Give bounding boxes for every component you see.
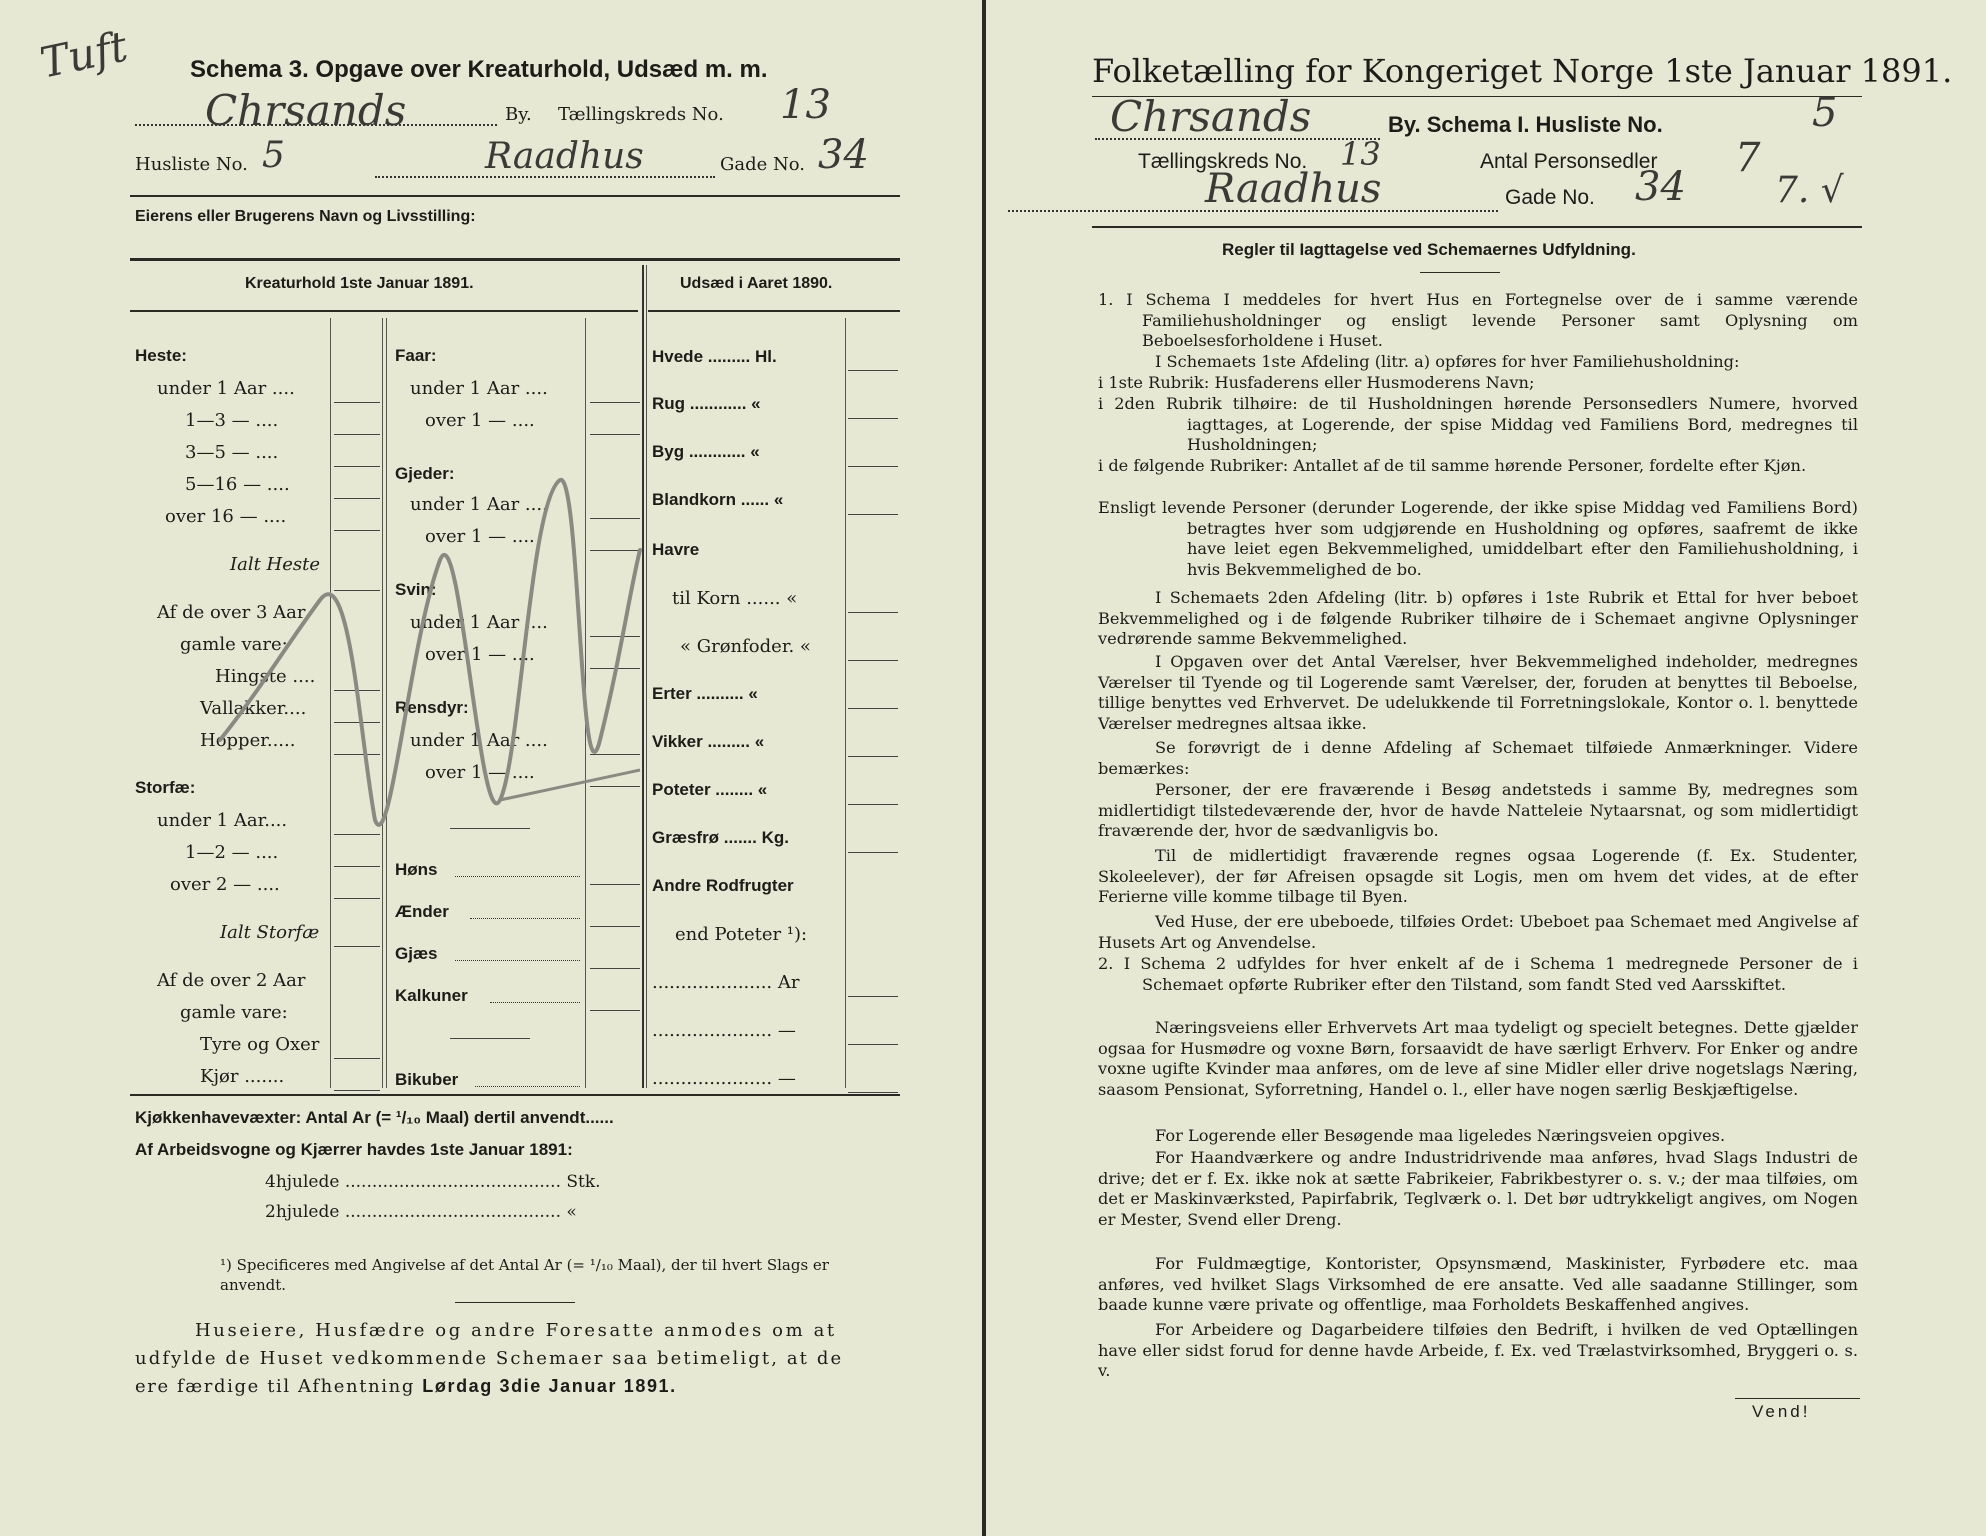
blank-line bbox=[848, 466, 898, 467]
ender-dots bbox=[470, 918, 580, 919]
gjeder-heading: Gjeder: bbox=[395, 464, 455, 483]
rule-para-1: 1. I Schema I meddeles for hvert Hus en Fortegnelse over de i samme værende Familiehusholdninger og ensligt levende Personer samt Oplysning om Beboelsesforholdene i Huset. bbox=[1098, 290, 1858, 351]
blank-line bbox=[848, 514, 898, 515]
notice-line1: Huseiere, Husfædre og andre Foresatte anmodes om at bbox=[195, 1320, 837, 1341]
rensdyr-row-1: over 1 — .... bbox=[425, 762, 535, 783]
udsaed-header: Udsæd i Aaret 1890. bbox=[680, 275, 833, 292]
rules-top-rule bbox=[1092, 226, 1862, 228]
storfae-row-2: over 2 — .... bbox=[170, 874, 280, 895]
rule-para-15: For Logerende eller Besøgende maa ligeledes Næringsveien opgives. bbox=[1155, 1126, 1726, 1145]
vend: Vend! bbox=[1752, 1402, 1811, 1421]
taellingskreds-value: 13 bbox=[780, 82, 831, 128]
blank-line bbox=[590, 926, 640, 927]
owner-label: Eierens eller Brugerens Navn og Livsstilling: bbox=[135, 208, 476, 225]
blank-line bbox=[334, 898, 380, 899]
blank-line bbox=[848, 418, 898, 419]
footnote-line1: ¹) Specificeres med Angivelse af det Antal Ar (= ¹/₁₀ Maal), der til hvert Slags er bbox=[220, 1256, 829, 1274]
af-over-2-line2: gamle vare: bbox=[180, 1002, 288, 1023]
rule-para-13: 2. I Schema 2 udfyldes for hver enkelt af de i Schema 1 medregnede Personer de i Schemaet opførte Rubriker efter den Tilstand, som fandt Sted ved Aarsskiftet. bbox=[1098, 954, 1858, 994]
vallakker: Vallakker.... bbox=[200, 698, 307, 719]
blank-line bbox=[848, 852, 898, 853]
gjaes-dots bbox=[455, 960, 580, 961]
rule-header-right bbox=[648, 310, 900, 312]
hons-dots bbox=[455, 876, 580, 877]
blank-line bbox=[848, 660, 898, 661]
blank-line bbox=[334, 1058, 380, 1059]
af-over-3-line2: gamle vare: bbox=[180, 634, 288, 655]
poteter: Poteter ........ « bbox=[652, 780, 768, 799]
af-over-2-line1: Af de over 2 Aar bbox=[157, 970, 306, 991]
heste-row-2: 3—5 — .... bbox=[185, 442, 279, 463]
kalkuner-dots bbox=[490, 1002, 580, 1003]
heste-row-3: 5—16 — .... bbox=[185, 474, 290, 495]
rule-para-7: I Schemaets 2den Afdeling (litr. b) opføres i 1ste Rubrik et Ettal for hver beboet Bekvemmelighed og i de følgende Rubriker tilhøire de i Schemaet angivne Oplysninger vedrørende samme Bekvemmelighed. bbox=[1098, 588, 1858, 649]
notice-line3: ere færdige til Afhentning Lørdag 3die Januar 1891. bbox=[135, 1376, 677, 1397]
blank-line bbox=[848, 1044, 898, 1045]
ialt-heste: Ialt Heste bbox=[230, 554, 321, 575]
husliste-value: 5 bbox=[262, 135, 285, 176]
blandkorn: Blandkorn ...... « bbox=[652, 490, 784, 509]
ender: Ænder bbox=[395, 902, 449, 921]
blank-line bbox=[450, 1038, 530, 1039]
husliste-value-right: 5 bbox=[1812, 90, 1838, 136]
notice-line2: udfylde de Huset vedkommende Schemaer saa betimeligt, at de bbox=[135, 1348, 844, 1369]
rug: Rug ............ « bbox=[652, 394, 761, 413]
city-handwritten: Chrsands bbox=[205, 86, 407, 135]
rule-para-10: Personer, der ere fraværende i Besøg andetsteds i samme By, medregnes som midlertidigt tilstedeværende der, hvor de havde Natteleie Nytaarsnat, og som midlertidigt fraværende der, hvor de sædvanligvis bo. bbox=[1098, 780, 1858, 841]
rule-para-14: Næringsveiens eller Erhvervets Art maa tydeligt og specielt betegnes. Dette gjælder ogsaa for Husmødre og voxne Børn, forsaavidt de have særligt Erhverv. For Enker og andre voxne ugifte Kvinder maa anføres, om de leve af sine Midler eller drive nogetslags Næring, saasom Pensionat, Syforretning, Handel o. l., eller have nogen særlig Beskjæftigelse. bbox=[1098, 1018, 1858, 1100]
heste-heading: Heste: bbox=[135, 346, 187, 365]
schema-3-title: Schema 3. Opgave over Kreaturhold, Udsæd m. m. bbox=[190, 56, 768, 83]
footnote-line2: anvendt. bbox=[220, 1276, 287, 1294]
taellingskreds-label: Tællingskreds No. bbox=[558, 104, 724, 125]
gjeder-row-0: under 1 Aar .... bbox=[410, 494, 548, 515]
rule-para-5: i de følgende Rubriker: Antallet af de til samme hørende Personer, fordelte efter Kjøn. bbox=[1098, 456, 1807, 475]
blank-line bbox=[334, 1090, 380, 1091]
blank-line bbox=[848, 804, 898, 805]
rule-para-17: For Fuldmægtige, Kontorister, Opsynsmænd, Maskinister, Fyrbødere etc. maa anføres, ved hvilket Slags Virksomhed de ere ansatte. Ved alle saadanne Stillinger, som baade kunne være private og offentlige, maa Forholdets Beskaffenhed angives. bbox=[1098, 1254, 1858, 1315]
footnote-rule bbox=[455, 1302, 575, 1303]
rule-para-18: For Arbeidere og Dagarbeidere tilføies den Bedrift, i hvilken de ved Optællingen have eller sidst forud for denne havde Arbeide, f. Ex. ved Trælastvirksomhed, Bryggeri o. s. v. bbox=[1098, 1320, 1858, 1381]
kreaturhold-header: Kreaturhold 1ste Januar 1891. bbox=[245, 275, 474, 292]
rule-para-8: I Opgaven over det Antal Værelser, hver Bekvemmelighed indeholder, medregnes Værelser til Tyende og til Logerende samt Værelser, der, foruden at benyttes til Beboelse, tillige benyttes ved Erhvervet. De udelukkende til Forretningslokale, Kontor o. l. benyttede Værelser medregnes altsaa ikke. bbox=[1098, 652, 1858, 734]
blank-line bbox=[334, 402, 380, 403]
dash-line-2: ..................... — bbox=[652, 1068, 796, 1089]
bikuber-dots bbox=[475, 1086, 580, 1087]
blank-line bbox=[334, 946, 380, 947]
street-handwritten: Raadhus bbox=[485, 136, 644, 177]
byg: Byg ............ « bbox=[652, 442, 760, 461]
rensdyr-row-0: under 1 Aar .... bbox=[410, 730, 548, 751]
pencil-cross-out-scribble bbox=[200, 440, 660, 860]
margin-note: Tuft bbox=[35, 21, 132, 88]
blank-line bbox=[590, 402, 640, 403]
rule-para-4: i 2den Rubrik tilhøire: de til Husholdningen hørende Personsedlers Numere, hvorved iagttages, at Logerende, der spise Middag ved Familiens Bord, medregnes til Husholdningen; bbox=[1098, 394, 1858, 455]
faar-row-1: over 1 — .... bbox=[425, 410, 535, 431]
blank-line bbox=[334, 866, 380, 867]
hons: Høns bbox=[395, 860, 438, 879]
blank-line bbox=[848, 1092, 898, 1093]
husliste-label: Husliste No. bbox=[135, 154, 248, 175]
tyre-og-oxer: Tyre og Oxer bbox=[200, 1034, 320, 1055]
taellingskreds-label-right: Tællingskreds No. bbox=[1138, 150, 1308, 173]
til-korn: til Korn ...... « bbox=[672, 588, 798, 609]
rensdyr-heading: Rensdyr: bbox=[395, 698, 469, 717]
blank-line bbox=[848, 612, 898, 613]
rule-para-6: Ensligt levende Personer (derunder Logerende, der ikke spise Middag ved Familiens Bord) betragtes hver som udgjørende en Husholdning og opføres, saafremt de ikke have leiet egen Bekvemmelighed, umiddelbart efter den Familiehusholdning, i hvis Bekvemmelighed de bo. bbox=[1098, 498, 1858, 580]
faar-row-0: under 1 Aar .... bbox=[410, 378, 548, 399]
storfae-row-1: 1—2 — .... bbox=[185, 842, 279, 863]
rules-title: Regler til Iagttagelse ved Schemaernes Udfyldning. bbox=[1222, 240, 1636, 259]
gade-value-right: 34 bbox=[1635, 164, 1686, 210]
rule-table-top bbox=[130, 258, 900, 261]
vikker: Vikker ......... « bbox=[652, 732, 765, 751]
rule-para-12: Ved Huse, der ere ubeboede, tilføies Ordet: Ubeboet paa Schemaet med Angivelse af Husets Art og Anvendelse. bbox=[1098, 912, 1858, 952]
rule-para-9: Se forøvrigt de i denne Afdeling af Schemaet tilføiede Anmærkninger. Videre bemærkes: bbox=[1098, 738, 1858, 778]
hingste: Hingste .... bbox=[215, 666, 316, 687]
rule-top bbox=[130, 195, 900, 197]
graesfro: Græsfrø ....... Kg. bbox=[652, 828, 789, 847]
blank-line bbox=[590, 884, 640, 885]
blank-line bbox=[590, 434, 640, 435]
havre: Havre bbox=[652, 540, 700, 559]
by-schema-1-husliste: By. Schema I. Husliste No. bbox=[1388, 112, 1663, 137]
kalkuner: Kalkuner bbox=[395, 986, 468, 1005]
blank-line bbox=[334, 434, 380, 435]
andre-rodfrugter: Andre Rodfrugter bbox=[652, 876, 794, 895]
svin-row-0: under 1 Aar .... bbox=[410, 612, 548, 633]
blank-line bbox=[590, 1010, 640, 1011]
hopper: Hopper..... bbox=[200, 730, 296, 751]
kjokkenhavevaxter: Kjøkkenhavevæxter: Antal Ar (= ¹/₁₀ Maal) dertil anvendt...... bbox=[135, 1108, 614, 1127]
vend-rule bbox=[1735, 1398, 1860, 1399]
city-handwritten-right: Chrsands bbox=[1110, 92, 1312, 141]
antal-personsedler-label: Antal Personsedler bbox=[1480, 150, 1658, 173]
firehjulede: 4hjulede ........................................ Stk. bbox=[265, 1172, 601, 1192]
gade-label: Gade No. bbox=[720, 154, 805, 175]
gronfoder: « Grønfoder. « bbox=[680, 636, 811, 657]
ar-line: ..................... Ar bbox=[652, 972, 800, 993]
street-handwritten-right: Raadhus bbox=[1205, 166, 1382, 212]
heste-row-4: over 16 — .... bbox=[165, 506, 287, 527]
gade-value: 34 bbox=[818, 132, 869, 178]
arbeidsvogne: Af Arbeidsvogne og Kjærrer havdes 1ste Januar 1891: bbox=[135, 1140, 573, 1159]
rule-para-16: For Haandværkere og andre Industridrivende maa anføres, hvad Slags Industri de drive; det er f. Ex. ikke nok at sætte Fabrikeier, Fabrikbestyrer o. s. v.; der maa tilføies, om det er Maskinværksted, Papirfabrik, Teglværk o. l. Det bør udtrykkeligt angives, om Nogen er Mester, Svend eller Dreng. bbox=[1098, 1148, 1858, 1230]
rule-para-3: i 1ste Rubrik: Husfaderens eller Husmoderens Navn; bbox=[1098, 373, 1535, 392]
end-poteter: end Poteter ¹): bbox=[675, 924, 808, 945]
kjor: Kjør ....... bbox=[200, 1066, 285, 1087]
heste-row-1: 1—3 — .... bbox=[185, 410, 279, 431]
rule-para-2: I Schemaets 1ste Afdeling (litr. a) opføres for hver Familiehusholdning: bbox=[1155, 352, 1740, 371]
rule-table-bottom bbox=[130, 1094, 900, 1096]
faar-heading: Faar: bbox=[395, 346, 437, 365]
erter: Erter .......... « bbox=[652, 684, 758, 703]
blank-line bbox=[848, 370, 898, 371]
af-over-3-line1: Af de over 3 Aar bbox=[157, 602, 306, 623]
census-title: Folketælling for Kongeriget Norge 1ste Januar 1891. bbox=[1092, 52, 1953, 90]
blank-line bbox=[848, 756, 898, 757]
gjeder-row-1: over 1 — .... bbox=[425, 526, 535, 547]
blank-line bbox=[590, 968, 640, 969]
gade-label-right: Gade No. bbox=[1505, 186, 1595, 209]
by-label: By. bbox=[505, 104, 532, 125]
taellingskreds-value-right: 13 bbox=[1340, 135, 1381, 173]
blank-line bbox=[848, 996, 898, 997]
bikuber: Bikuber bbox=[395, 1070, 459, 1089]
antal-personsedler-value: 7 bbox=[1735, 135, 1761, 181]
hvede: Hvede ......... Hl. bbox=[652, 347, 777, 366]
rule-para-11: Til de midlertidigt fraværende regnes ogsaa Logerende (f. Ex. Studenter, Skoleelever), der før Afreisen opsagde sit Logis, men om hvem det vides, at de efter Ferierne ville komme tilbage til Byen. bbox=[1098, 846, 1858, 907]
rule-header-left bbox=[130, 310, 638, 312]
dash-line-1: ..................... — bbox=[652, 1020, 796, 1041]
storfae-heading: Storfæ: bbox=[135, 778, 196, 797]
tohjulede: 2hjulede ........................................ « bbox=[265, 1202, 577, 1222]
check-mark: 7. √ bbox=[1775, 170, 1844, 211]
heste-row-0: under 1 Aar .... bbox=[157, 378, 295, 399]
svin-heading: Svin: bbox=[395, 580, 437, 599]
storfae-row-0: under 1 Aar.... bbox=[157, 810, 288, 831]
gjaes: Gjæs bbox=[395, 944, 438, 963]
svin-row-1: over 1 — .... bbox=[425, 644, 535, 665]
col3-vline-a bbox=[845, 318, 846, 1088]
ialt-storfae: Ialt Storfæ bbox=[220, 922, 320, 943]
rules-title-rule bbox=[1420, 272, 1500, 273]
blank-line bbox=[848, 708, 898, 709]
